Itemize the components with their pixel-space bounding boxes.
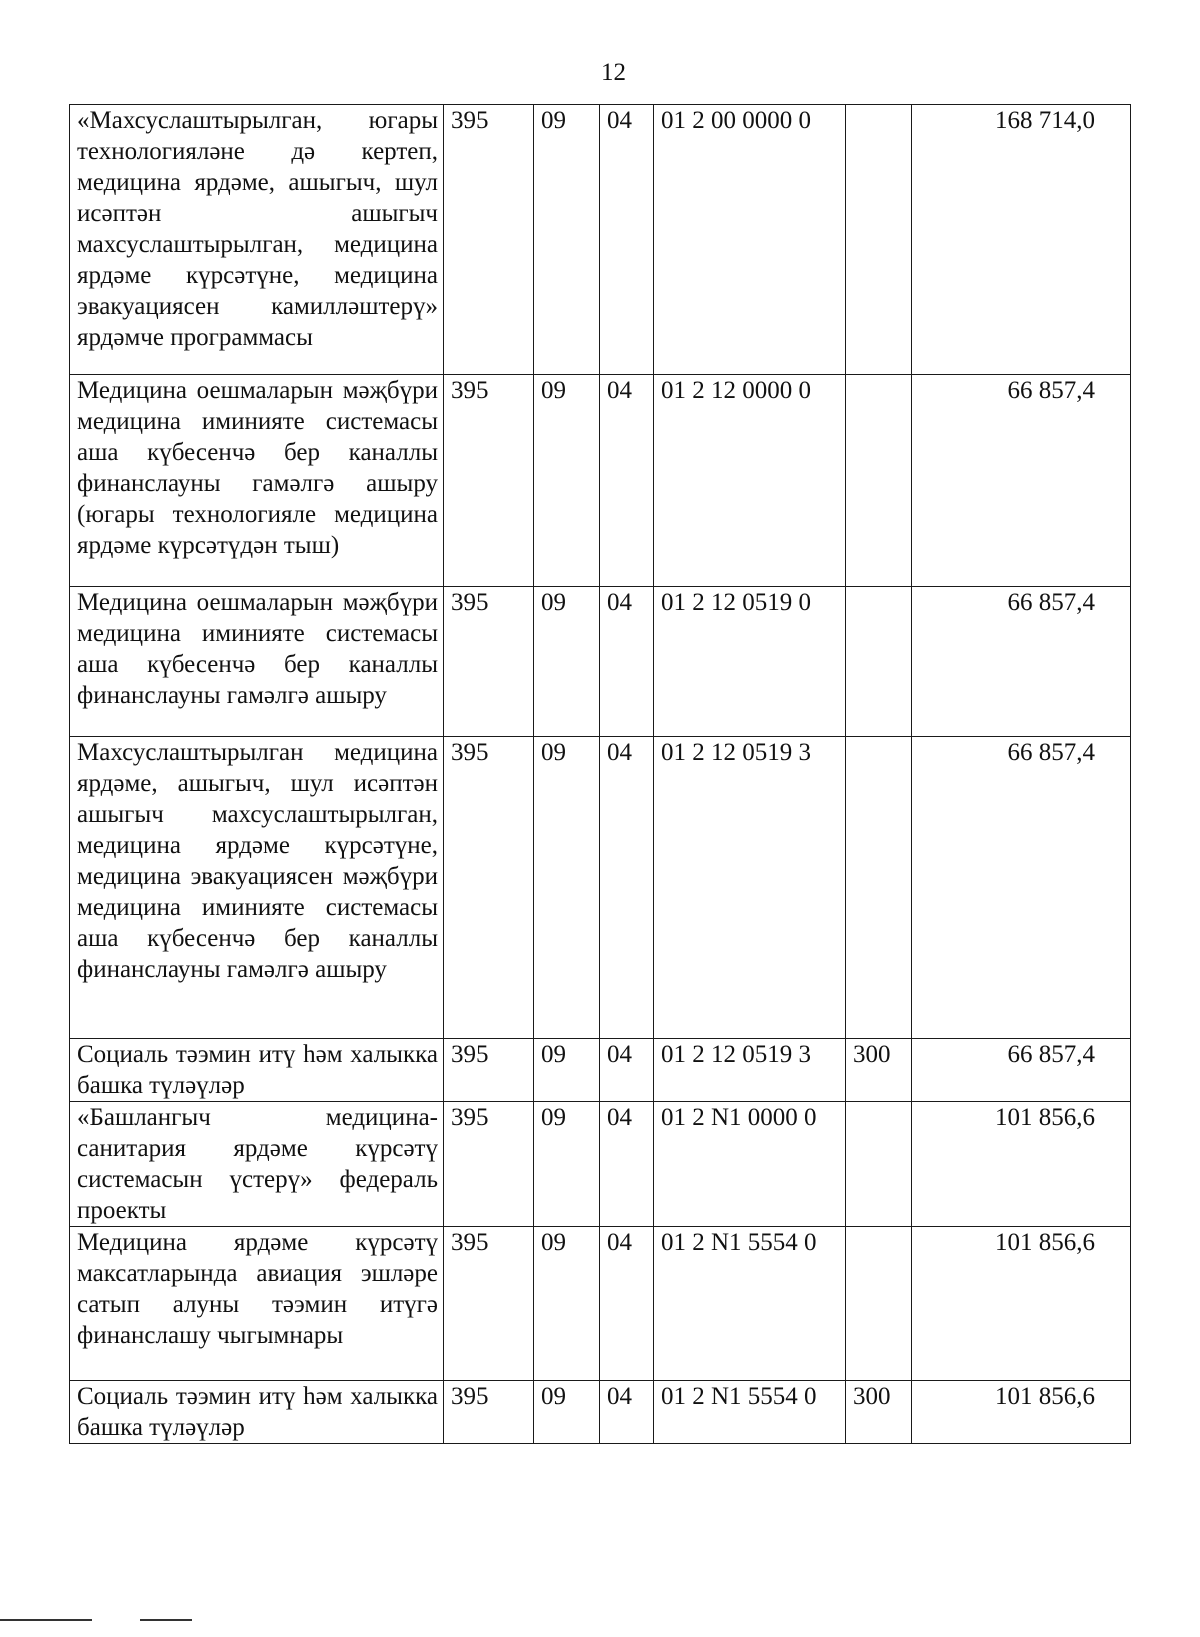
table-row (70, 1102, 1131, 1227)
target-code-cell: 01 2 00 0000 0 (654, 105, 846, 375)
row-name-cell: «Башлангыч медицина-санитария ярдәме күрсәтү системасын үстерү» федераль проекты (70, 1102, 444, 1227)
scan-artifact-line (140, 1619, 192, 1621)
scan-artifact-line (0, 1619, 92, 1621)
amount-cell: 66 857,4 (912, 375, 1131, 587)
row-name-cell: Социаль тәэмин итү һәм халыкка башка түләүләр (70, 1039, 444, 1102)
row-name-cell: Социаль тәэмин итү һәм халыкка башка түләүләр (70, 1381, 444, 1444)
subsection-code-cell: 04 (600, 375, 654, 587)
ministry-code-cell: 395 (444, 1227, 534, 1381)
amount-cell: 101 856,6 (912, 1102, 1131, 1227)
target-code-cell: 01 2 12 0519 0 (654, 587, 846, 737)
ministry-code-cell: 395 (444, 737, 534, 1039)
expense-type-cell (846, 105, 912, 375)
expense-type-cell (846, 1227, 912, 1381)
target-code-cell: 01 2 N1 0000 0 (654, 1102, 846, 1227)
budget-table (69, 104, 1131, 1444)
target-code-cell: 01 2 12 0519 3 (654, 737, 846, 1039)
ministry-code-cell: 395 (444, 105, 534, 375)
section-code-cell: 09 (534, 1039, 600, 1102)
section-code-cell: 09 (534, 1227, 600, 1381)
section-code-cell: 09 (534, 587, 600, 737)
amount-cell: 66 857,4 (912, 587, 1131, 737)
section-code-cell: 09 (534, 1102, 600, 1227)
section-code-cell: 09 (534, 737, 600, 1039)
section-code-cell: 09 (534, 375, 600, 587)
ministry-code-cell: 395 (444, 587, 534, 737)
row-name-cell: Медицина оешмаларын мәҗбүри медицина иминияте системасы аша күбесенчә бер каналлы финанслауны гамәлгә ашыру (югары технологияле медицина ярдәме күрсәтүдән тыш) (70, 375, 444, 587)
page-number: 12 (601, 59, 626, 86)
ministry-code-cell: 395 (444, 1039, 534, 1102)
ministry-code-cell: 395 (444, 1102, 534, 1227)
subsection-code-cell: 04 (600, 1102, 654, 1227)
ministry-code-cell: 395 (444, 375, 534, 587)
row-name-cell: «Махсуслаштырылган, югары технологияләне дә кертеп, медицина ярдәме, ашыгыч, шул исәптән ашыгыч махсуслаштырылган, медицина ярдәме күрсәтүне, медицина эвакуациясен камилләштерү» ярдәмче программасы (70, 105, 444, 375)
target-code-cell: 01 2 12 0000 0 (654, 375, 846, 587)
amount-cell: 101 856,6 (912, 1381, 1131, 1444)
subsection-code-cell: 04 (600, 1381, 654, 1444)
target-code-cell: 01 2 N1 5554 0 (654, 1227, 846, 1381)
table-row (70, 105, 1131, 375)
row-name-cell: Медицина ярдәме күрсәтү максатларында авиация эшләре сатып алуны тәэмин итүгә финанслашу чыгымнары (70, 1227, 444, 1381)
target-code-cell: 01 2 N1 5554 0 (654, 1381, 846, 1444)
expense-type-cell (846, 1102, 912, 1227)
target-code-cell: 01 2 12 0519 3 (654, 1039, 846, 1102)
subsection-code-cell: 04 (600, 105, 654, 375)
subsection-code-cell: 04 (600, 1039, 654, 1102)
amount-cell: 101 856,6 (912, 1227, 1131, 1381)
expense-type-cell (846, 375, 912, 587)
table-row (70, 1227, 1131, 1381)
amount-cell: 168 714,0 (912, 105, 1131, 375)
row-name-cell: Махсуслаштырылган медицина ярдәме, ашыгыч, шул исәптән ашыгыч махсуслаштырылган, медицина ярдәме күрсәтүне, медицина эвакуациясен мәҗбүри медицина иминияте системасы аша күбесенчә бер каналлы финанслауны гамәлгә ашыру (70, 737, 444, 1039)
table-row (70, 375, 1131, 587)
table-row (70, 737, 1131, 1039)
table-row (70, 1381, 1131, 1444)
table-row (70, 587, 1131, 737)
amount-cell: 66 857,4 (912, 1039, 1131, 1102)
expense-type-cell: 300 (846, 1039, 912, 1102)
table-row (70, 1039, 1131, 1102)
section-code-cell: 09 (534, 105, 600, 375)
amount-cell: 66 857,4 (912, 737, 1131, 1039)
expense-type-cell (846, 587, 912, 737)
subsection-code-cell: 04 (600, 587, 654, 737)
section-code-cell: 09 (534, 1381, 600, 1444)
subsection-code-cell: 04 (600, 1227, 654, 1381)
row-name-cell: Медицина оешмаларын мәҗбүри медицина иминияте системасы аша күбесенчә бер каналлы финанслауны гамәлгә ашыру (70, 587, 444, 737)
expense-type-cell (846, 737, 912, 1039)
subsection-code-cell: 04 (600, 737, 654, 1039)
ministry-code-cell: 395 (444, 1381, 534, 1444)
expense-type-cell: 300 (846, 1381, 912, 1444)
